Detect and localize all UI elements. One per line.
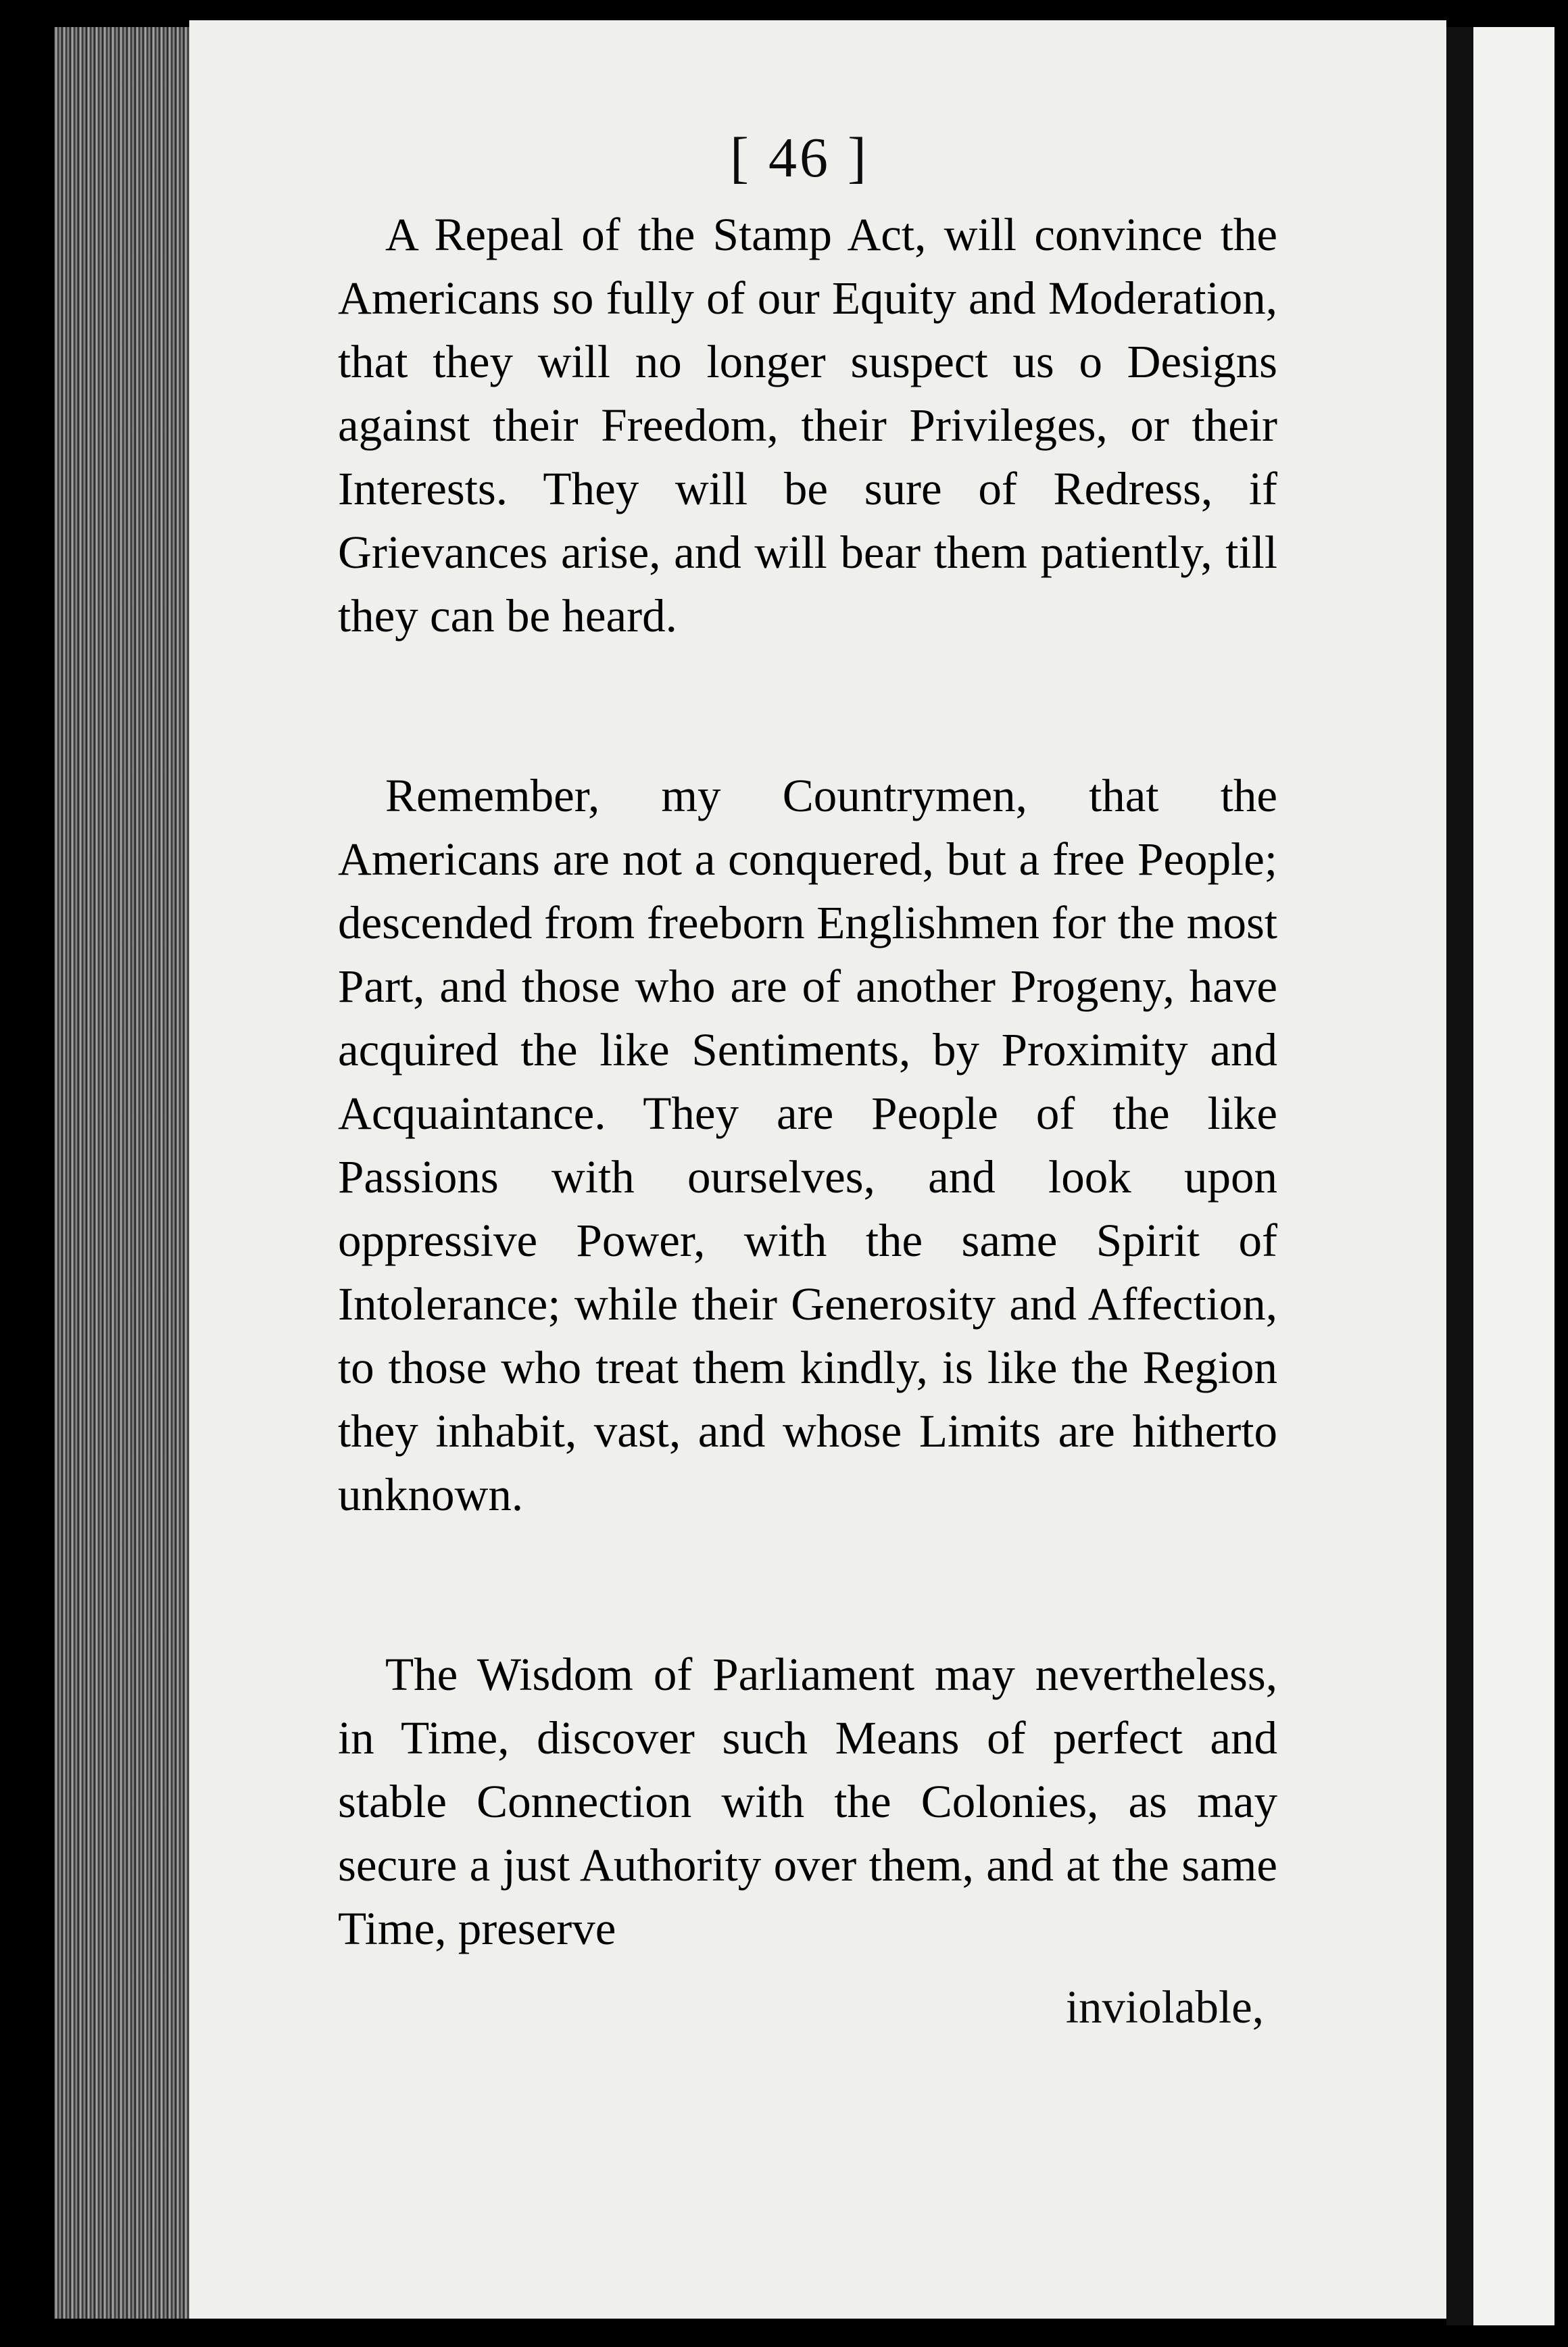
page-number: [ 46 ] <box>730 126 869 189</box>
paragraph-1: A Repeal of the Stamp Act, will convince the Americans so fully of our Equity and Moderation, that they will no longer suspect us o Designs against their Freedom, their Privileges, or their Interests. They will be sure of Redress, if Grievances arise, and will bear them patiently, till they can be heard. <box>338 209 1277 642</box>
catchword: inviolable, <box>1065 1981 1264 2033</box>
book-spine-shadow <box>0 0 54 2347</box>
facing-page-edge <box>1473 27 1554 2325</box>
paragraph-3: The Wisdom of Parliament may nevertheless, in Time, discover such Means of perfect and stable Connection with the Colonies, as may secure a just Authority over them, and at the same Time, preserve <box>338 1649 1277 1954</box>
gutter-shadow <box>1446 27 1473 2325</box>
page-edges <box>54 27 189 2319</box>
paragraph-2: Remember, my Countrymen, that the Americans are not a conquered, but a free People; descended from freeborn Englishmen for the most Part, and those who are of another Progeny, have acquired the like Sentiments, by Proximity and Acquaintance. They are People of the like Passions with ourselves, and look upon oppressive Power, with the same Spirit of Intolerance; while their Generosity and Affection, to those who treat them kindly, is like the Region they inhabit, vast, and whose Limits are hitherto unknown. <box>338 770 1277 1520</box>
